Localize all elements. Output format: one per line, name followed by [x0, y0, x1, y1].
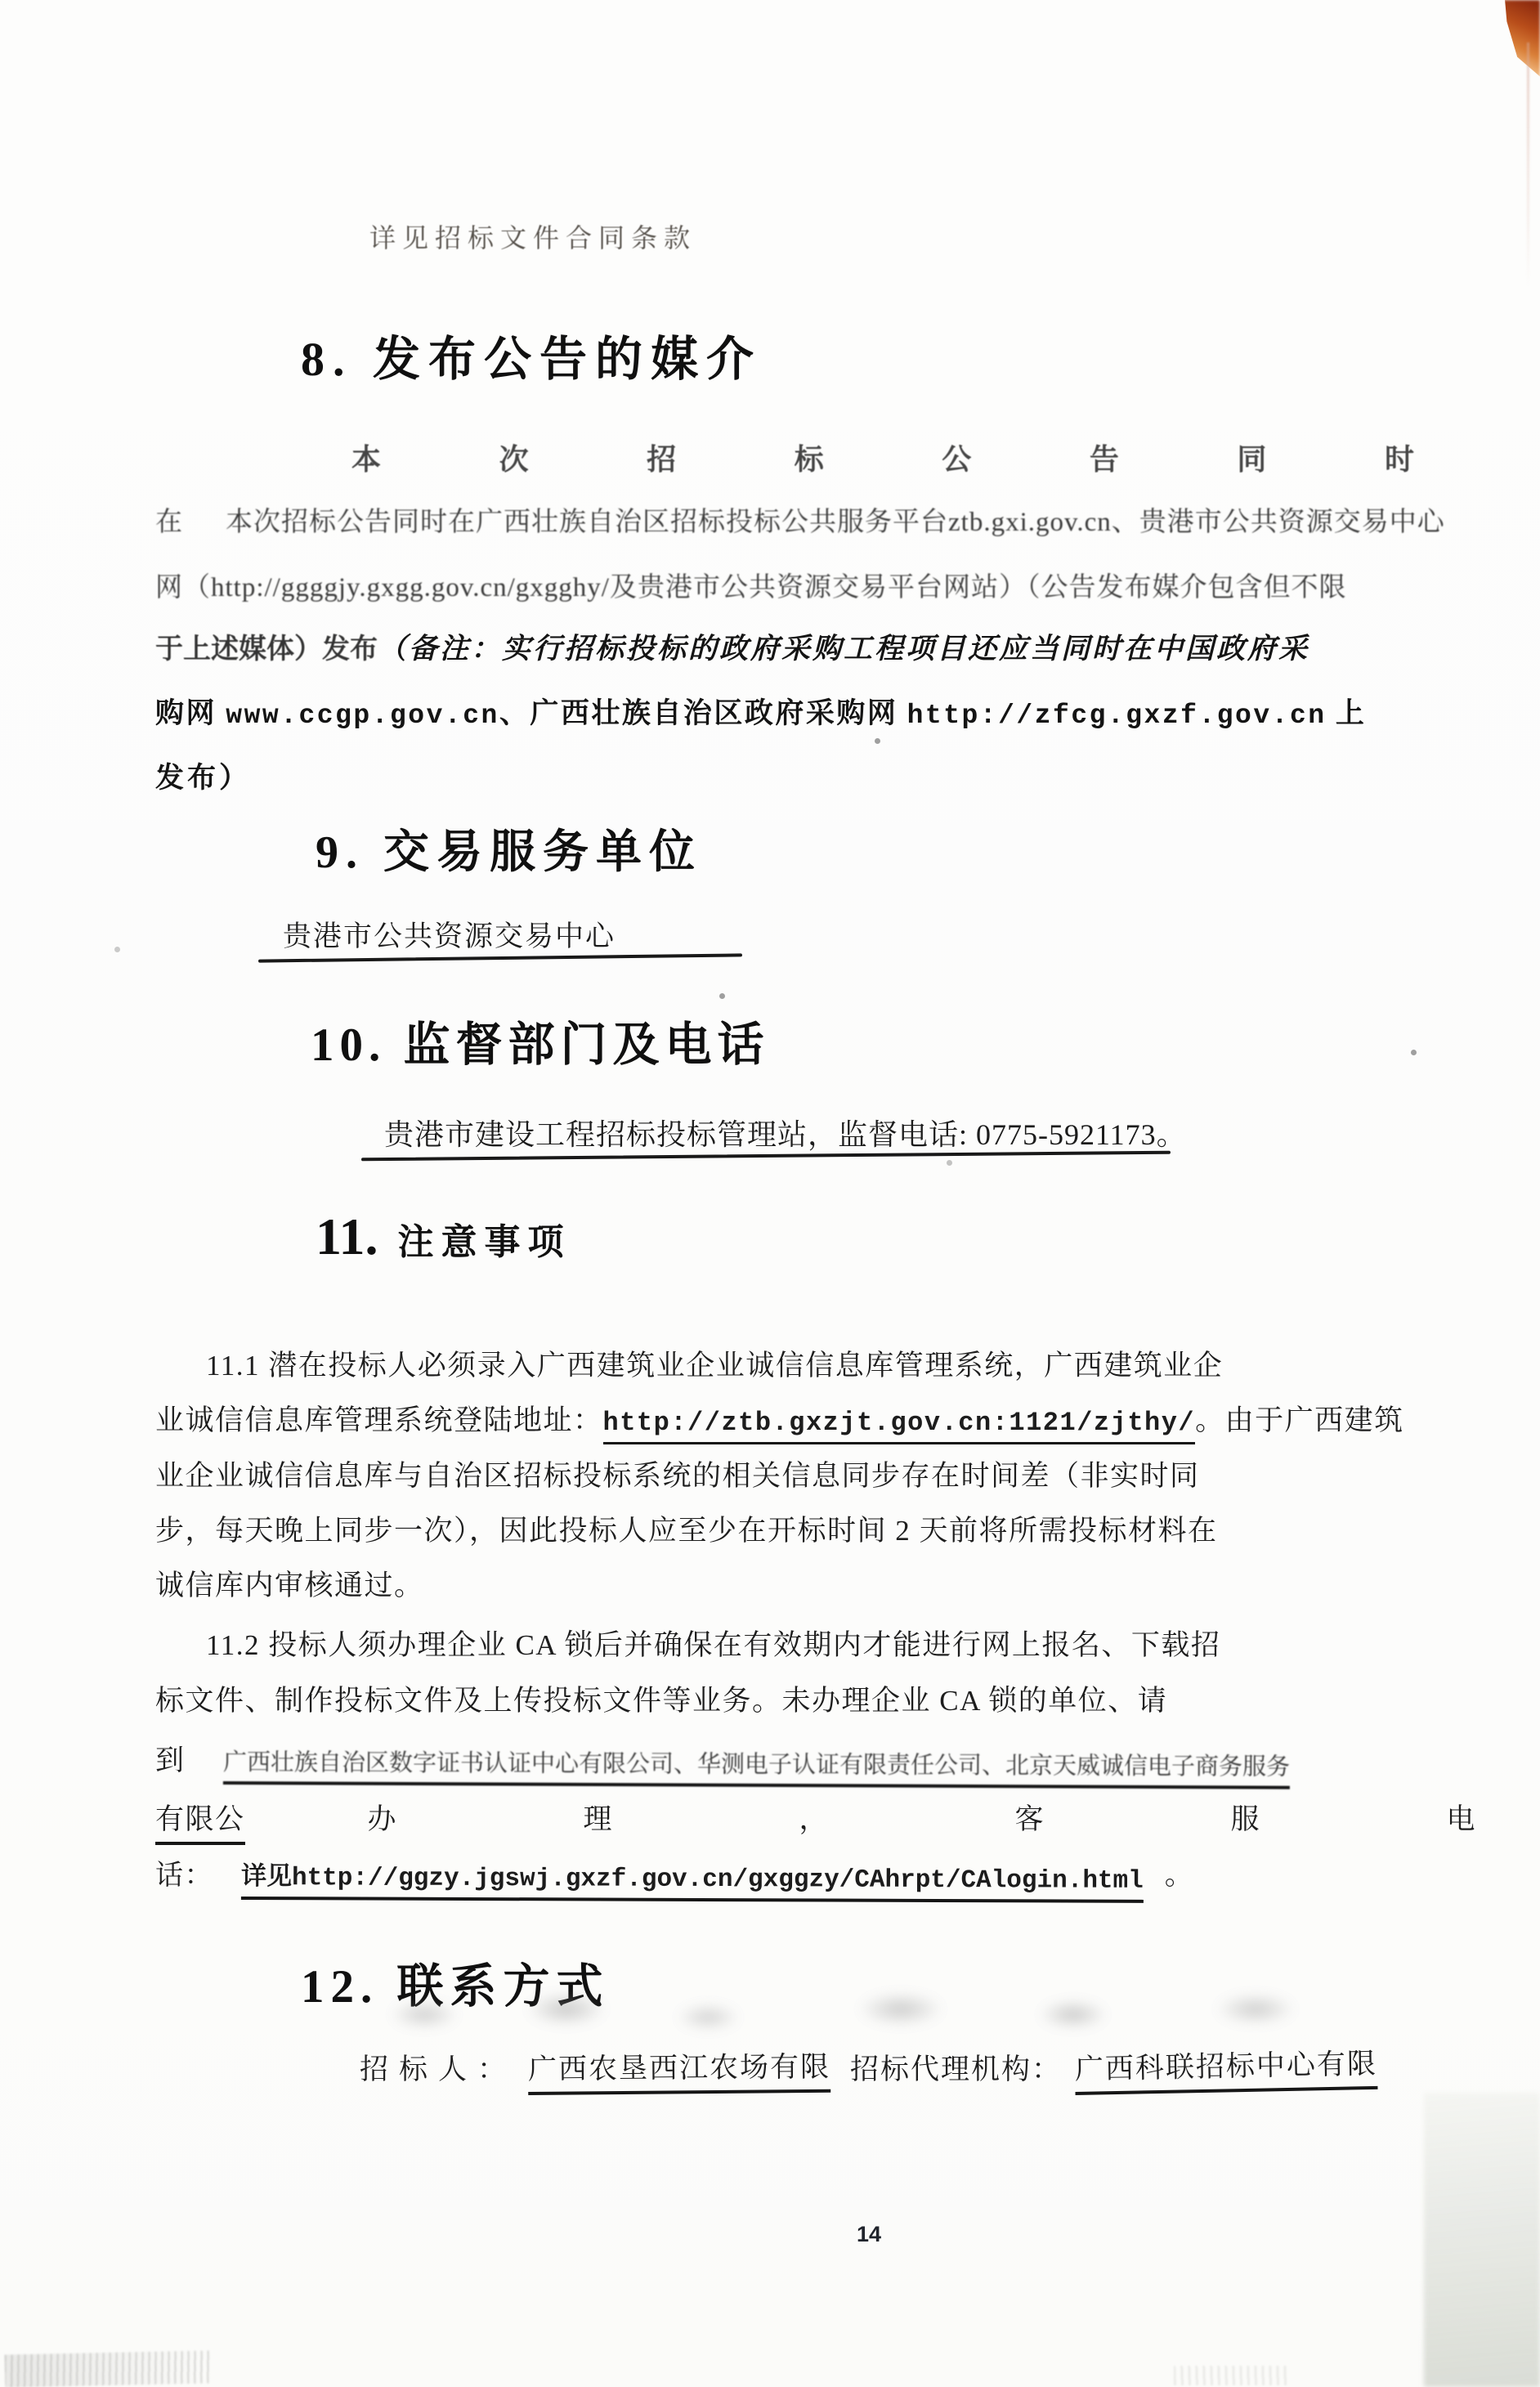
para-11-1-line2 [155, 1398, 1404, 1439]
bidder-name-underlined: 广西农垦西江农场有限 [528, 2044, 831, 2095]
line2-prefix: 在 [155, 508, 183, 537]
ink-dot-artifact [114, 947, 120, 952]
line5-middle: 、广西壮族自治区政府采购网 [499, 697, 898, 729]
spread-char: 次 [499, 443, 529, 476]
section10-heading [311, 1007, 770, 1074]
para-11-1-line4: 步，每天晚上同步一次），因此投标人应至少在开标时间 2 天前将所需投标材料在 [155, 1515, 1218, 1547]
contact-line [360, 2047, 1377, 2095]
section11-number: 11. [316, 1207, 378, 1265]
section8-heading [301, 320, 762, 389]
line5-prefix: 购网 [155, 697, 217, 729]
spread-char: 办 [367, 1803, 398, 1835]
page-corner-fold-artifact [1493, 0, 1540, 98]
top-note: 详见招标文件合同条款 [369, 223, 697, 253]
zfcg-url: http://zfcg.gxzf.gov.cn [907, 701, 1327, 731]
spread-char: 告 [1089, 443, 1119, 476]
section9-number: 9. [316, 827, 365, 878]
para-11-1-line5: 诚信库内审核通过。 [155, 1570, 424, 1601]
spread-char: 公 [942, 443, 972, 476]
section8-line1-spread [351, 437, 1414, 478]
scan-speckle-bottom-center [1174, 2366, 1288, 2385]
para-11-2-line3 [155, 1738, 1290, 1785]
section9-heading [316, 816, 702, 881]
bidder-label: 招标人： [360, 2053, 517, 2085]
spread-char: 本 [351, 443, 382, 476]
spread-char: 时 [1384, 443, 1414, 476]
spread-char: 同 [1237, 443, 1267, 476]
ink-dot-artifact [719, 993, 725, 999]
section11-heading [316, 1207, 571, 1267]
para-11-1-line3: 业企业诚信信息库与自治区招标投标系统的相关信息同步存在时间差（非实时同 [155, 1460, 1200, 1492]
section10-number: 10. [311, 1019, 387, 1071]
section11-title: 注意事项 [397, 1222, 571, 1262]
line2-text: 本次招标公告同时在广西壮族自治区招标投标公共服务平台ztb.gxi.gov.cn、贵港市公共资源交易中心 [226, 508, 1445, 537]
page-number: 14 [857, 2222, 882, 2246]
line4-spread [368, 1797, 1476, 1838]
line-prefix: 业诚信信息库管理系统登陆地址： [155, 1404, 603, 1436]
spread-char: 客 [1014, 1803, 1045, 1835]
credit-db-url: http://ztb.gxzjt.gov.cn:1121/zjthy/ [603, 1408, 1196, 1444]
page-edge-line-artifact [1527, 43, 1529, 288]
agent-name-underlined: 广西科联招标中心有限 [1074, 2041, 1377, 2095]
para-11-2-line5 [155, 1852, 1194, 1900]
spread-char: 标 [794, 443, 824, 476]
section8-line5 [155, 691, 1366, 732]
ink-dot-artifact [875, 738, 880, 744]
ccgp-url: www.ccgp.gov.cn [226, 701, 499, 731]
section8-title: 发布公告的媒介 [373, 333, 763, 386]
section9-underline [258, 953, 742, 962]
ca-login-url-underlined: 详见http://ggzy.jgswj.gxzf.gov.cn/gxggzy/CAhrpt/CAlogin.html [241, 1855, 1144, 1903]
section8-line6: 发布） [155, 762, 252, 794]
section12-title: 联系方式 [396, 1961, 610, 2013]
spread-char: 服 [1230, 1803, 1260, 1835]
section9-content: 贵港市公共资源交易中心 [283, 920, 616, 952]
para-11-2-line4 [155, 1797, 1476, 1845]
spread-char: 招 [647, 443, 677, 476]
section10-title: 监督部门及电话 [403, 1019, 770, 1071]
agent-label: 招标代理机构： [850, 2053, 1063, 2085]
scan-speckle-bottom-left [5, 2350, 210, 2387]
ca-companies-underlined: 广西壮族自治区数字证书认证中心有限公司、华测电子认证有限责任公司、北京天威诚信电子商务服务 [222, 1744, 1289, 1789]
section10-content: 贵港市建设工程招标投标管理站，监督电话: 0775-5921173。 [384, 1118, 1187, 1151]
ink-dot-artifact [1411, 1050, 1417, 1055]
spread-char: 电 [1446, 1803, 1476, 1835]
section9-title: 交易服务单位 [383, 827, 702, 878]
section8-number: 8. [301, 333, 353, 386]
line-suffix: 。由于广西建筑 [1195, 1404, 1404, 1436]
line4-note: （备注：实行招标投标的政府采购工程项目还应当同时在中国政府采 [378, 633, 1310, 665]
para-11-2-line2: 标文件、制作投标文件及上传投标文件等业务。未办理企业 CA 锁的单位、请 [155, 1685, 1168, 1717]
scan-speckle-right-edge [1424, 2093, 1540, 2387]
section8-line2 [155, 500, 1445, 539]
spread-char: ， [799, 1803, 829, 1835]
line-prefix: 话： [155, 1861, 213, 1891]
line5-suffix: 上 [1335, 697, 1367, 729]
line-suffix: 。 [1164, 1859, 1195, 1891]
spread-char: 理 [583, 1803, 614, 1835]
line-prefix: 到 [155, 1744, 186, 1776]
para-11-2-line1: 11.2 投标人须办理企业 CA 锁后并确保在有效期内才能进行网上报名、下载招 [206, 1629, 1221, 1661]
section8-line3: 网（http://ggggjy.gxgg.gov.cn/gxgghy/及贵港市公共资源交易平台网站）（公告发布媒介包含但不限 [155, 573, 1347, 602]
para-11-1-line1: 11.1 潜在投标人必须录入广西建筑业企业诚信信息库管理系统，广西建筑业企 [206, 1350, 1224, 1382]
section8-line4 [155, 626, 1309, 667]
bleedthrough-smudge [343, 1985, 1357, 2039]
section12-number: 12. [301, 1961, 379, 2013]
line4-underlined: 有限公 [155, 1797, 245, 1845]
line4-prefix: 于上述媒体）发布 [155, 634, 378, 665]
ink-dot-artifact [947, 1160, 952, 1166]
